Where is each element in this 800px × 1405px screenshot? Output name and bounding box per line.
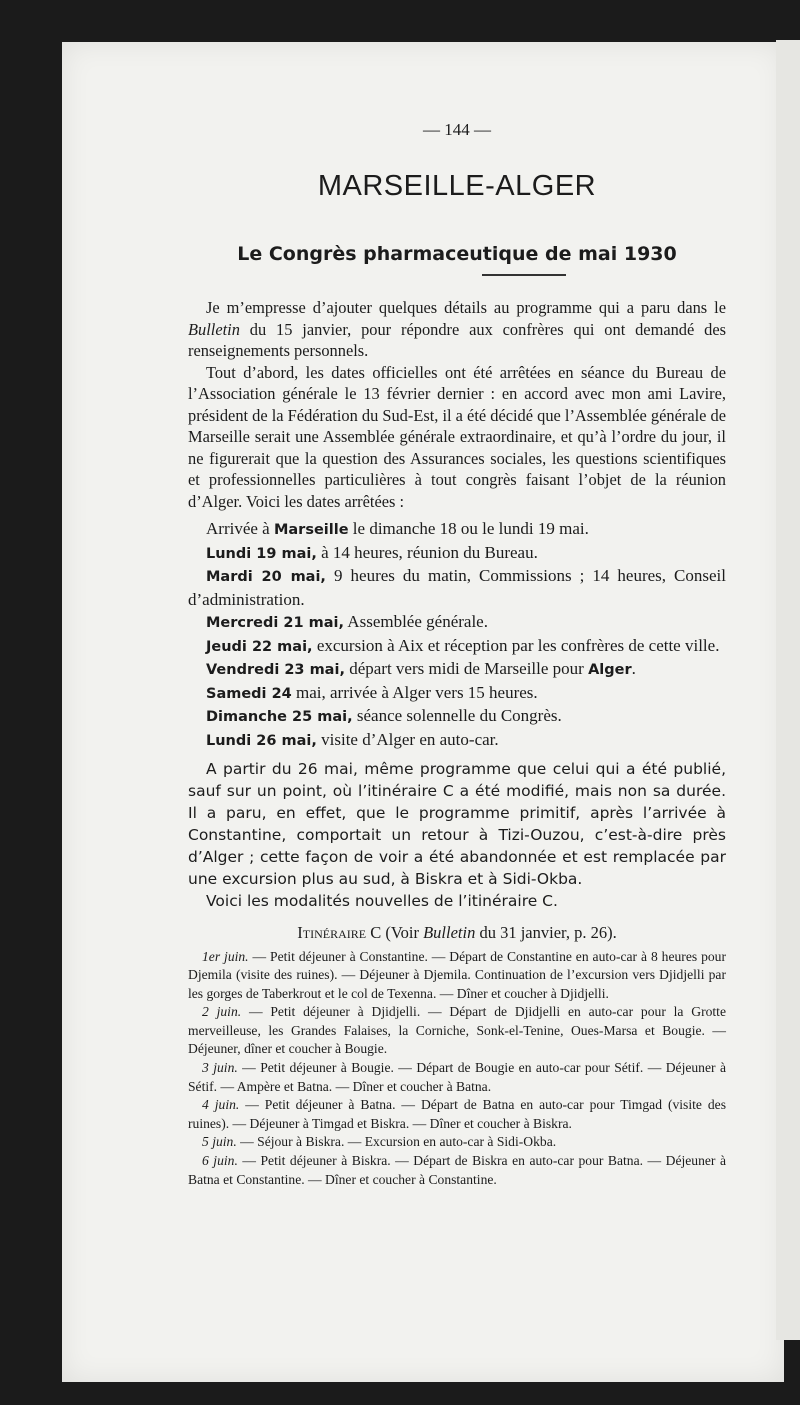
article-title: MARSEILLE-ALGER bbox=[317, 170, 597, 202]
itinerary-paragraph-1: A partir du 26 mai, même programme que celui qui a été publié, sauf sur un point, où l’itinéraire C a été modifié, mais non sa durée. Il a paru, en effet, que le programme primitif, après l’arrivée à Constantine, comportait un retour à Tizi-Ouzou, c’est-à-dire près d’Alger ; cette façon de voir a été abandonnée et est remplacée par une excursion plus au sud, à Biskra et à Sidi-Okba. bbox=[188, 760, 726, 888]
date-item: Mercredi 21 mai, Assemblée générale. bbox=[206, 612, 488, 631]
intro-paragraph-1: Je m’empresse d’ajouter quelques détails au programme qui a paru dans le Bulletin du 15 janvier, pour répondre aux confrères qui ont demandé des renseignements personnels. bbox=[188, 298, 726, 360]
dates-list bbox=[188, 518, 726, 752]
itinerary-intro bbox=[188, 758, 726, 912]
itinerary-day: 1er juin. — Petit déjeuner à Constantine. — Départ de Constantine en auto-car à 8 heures pour Djemila (visite des ruines). — Déjeuner à Djemila. Continuation de l’excursion vers Djidjelli par les gorges de Taberkrout et le col de Texenna. — Dîner et coucher à Djidjelli. bbox=[188, 948, 726, 1001]
date-item: Dimanche 25 mai, séance solennelle du Congrès. bbox=[206, 706, 562, 725]
itinerary-day: 4 juin. — Petit déjeuner à Batna. — Départ de Batna en auto-car pour Timgad (visite des ruines). — Déjeuner à Timgad et Biskra. — Dîner et coucher à Biskra. bbox=[188, 1097, 726, 1131]
itinerary-day: 2 juin. — Petit déjeuner à Djidjelli. — Départ de Djidjelli en auto-car pour la Grotte merveilleuse, les Grandes Falaises, la Corniche, Sonk-el-Tenine, Oues-Marsa et Bougie. — Déjeuner, dîner et coucher à Bougie. bbox=[188, 1004, 726, 1057]
title-rule bbox=[482, 274, 566, 276]
itinerary-paragraph-2: Voici les modalités nouvelles de l’itinéraire C. bbox=[206, 892, 558, 910]
date-item: Samedi 24 mai, arrivée à Alger vers 15 heures. bbox=[206, 682, 538, 702]
article-subtitle: Le Congrès pharmaceutique de mai 1930 bbox=[237, 243, 677, 265]
itinerary-days bbox=[188, 948, 726, 1190]
date-item: Arrivée à Marseille le dimanche 18 ou le lundi 19 mai. bbox=[206, 519, 589, 538]
date-item: Vendredi 23 mai, départ vers midi de Marseille pour Alger. bbox=[206, 659, 636, 678]
itinerary-day: 5 juin. — Séjour à Biskra. — Excursion en auto-car à Sidi-Okba. bbox=[202, 1134, 557, 1150]
date-item: Lundi 19 mai, à 14 heures, réunion du Bureau. bbox=[206, 542, 538, 562]
itinerary-heading: Itinéraire C (Voir Bulletin du 31 janvier, p. 26). bbox=[297, 923, 617, 942]
itinerary-day: 6 juin. — Petit déjeuner à Biskra. — Départ de Biskra en auto-car pour Batna. — Déjeuner à Batna et Constantine. — Dîner et coucher à Constantine. bbox=[188, 1153, 726, 1187]
scanned-page bbox=[62, 42, 784, 1382]
itinerary-day: 3 juin. — Petit déjeuner à Bougie. — Départ de Bougie en auto-car pour Sétif. — Déjeuner à Sétif. — Ampère et Batna. — Dîner et coucher à Batna. bbox=[188, 1060, 726, 1094]
intro-paragraph-2: Tout d’abord, les dates officielles ont été arrêtées en séance du Bureau de l’Association générale le 13 février dernier : en accord avec mon ami Lavire, président de la Fédération du Sud-Est, il a été décidé que l’Assemblée générale de Marseille serait une Assemblée générale extraordinaire, et qu’à l’ordre du jour, il ne figurerait que la question des Assurances sociales, les questions scientifiques et professionnelles particulières à tout congrès faisant l’objet de la réunion d’Alger. Voici les dates arrêtées : bbox=[188, 362, 726, 511]
adjacent-page-edge bbox=[776, 40, 800, 1340]
date-item: Jeudi 22 mai, excursion à Aix et réception par les confrères de cette ville. bbox=[206, 635, 720, 655]
date-item: Mardi 20 mai, 9 heures du matin, Commissions ; 14 heures, Conseil d’administration. bbox=[188, 566, 726, 609]
article-body bbox=[188, 297, 726, 1189]
date-item: Lundi 26 mai, visite d’Alger en auto-car. bbox=[206, 729, 499, 749]
page-number: — 144 — bbox=[423, 120, 491, 139]
